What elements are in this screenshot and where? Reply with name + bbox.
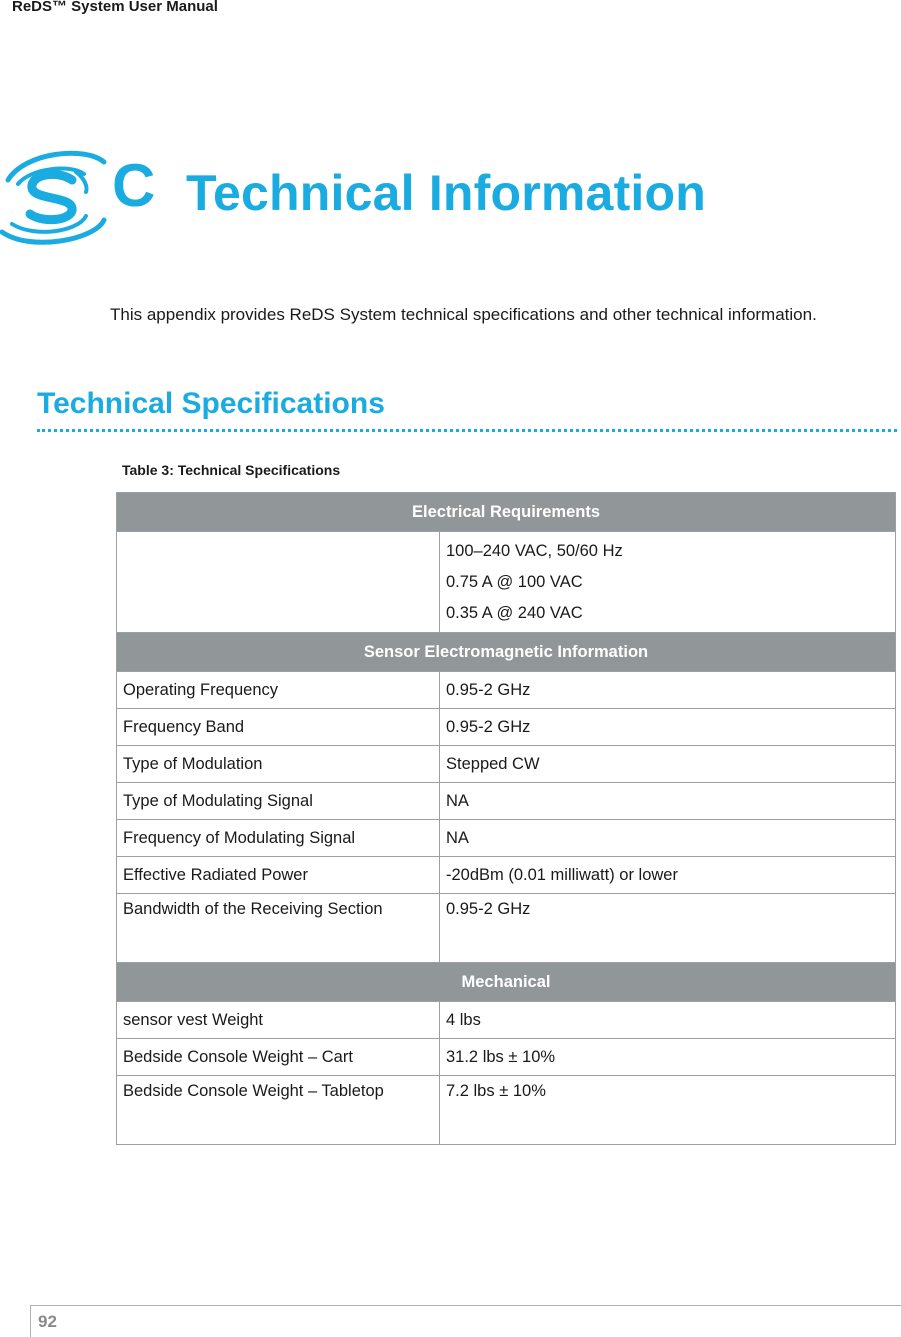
table-row bbox=[117, 820, 896, 857]
electrical-requirements-heading: Electrical Requirements bbox=[117, 493, 896, 532]
spec-value: NA bbox=[440, 783, 896, 820]
section-title: Technical Specifications bbox=[37, 387, 385, 420]
spec-value bbox=[440, 532, 896, 633]
footer-divider bbox=[30, 1305, 901, 1306]
table-caption: Table 3: Technical Specifications bbox=[122, 462, 341, 478]
table-section-header bbox=[117, 493, 896, 532]
spec-value: NA bbox=[440, 820, 896, 857]
intro-paragraph: This appendix provides ReDS System technical specifications and other technical information. bbox=[110, 305, 817, 324]
spec-label: Frequency of Modulating Signal bbox=[117, 820, 440, 857]
table-row bbox=[117, 1002, 896, 1039]
spec-label: Frequency Band bbox=[117, 709, 440, 746]
spec-value: 0.95-2 GHz bbox=[440, 894, 896, 963]
spec-value: 0.95-2 GHz bbox=[440, 672, 896, 709]
footer-divider-vertical bbox=[30, 1305, 31, 1337]
table-row bbox=[117, 894, 896, 963]
spec-value: Stepped CW bbox=[440, 746, 896, 783]
chapter-title: Technical Information bbox=[186, 165, 706, 221]
chapter-letter: C bbox=[112, 152, 156, 219]
reds-logo-icon bbox=[0, 140, 110, 250]
spec-label: Bedside Console Weight – Tabletop bbox=[117, 1076, 440, 1145]
sensor-information-heading: Sensor Electromagnetic Information bbox=[117, 633, 896, 672]
table-row bbox=[117, 783, 896, 820]
electrical-line: 0.35 A @ 240 VAC bbox=[446, 603, 583, 622]
table-row bbox=[117, 532, 896, 633]
table-row bbox=[117, 709, 896, 746]
spec-label: Bedside Console Weight – Cart bbox=[117, 1039, 440, 1076]
spec-label: Type of Modulation bbox=[117, 746, 440, 783]
spec-label: Type of Modulating Signal bbox=[117, 783, 440, 820]
table-row bbox=[117, 1076, 896, 1145]
table-row bbox=[117, 857, 896, 894]
running-header: ReDS™ System User Manual bbox=[12, 0, 218, 15]
technical-specifications-table bbox=[116, 492, 896, 1145]
spec-label: Bandwidth of the Receiving Section bbox=[117, 894, 440, 963]
electrical-line: 0.75 A @ 100 VAC bbox=[446, 572, 583, 591]
spec-value: 0.95-2 GHz bbox=[440, 709, 896, 746]
table-row bbox=[117, 672, 896, 709]
table-row bbox=[117, 746, 896, 783]
spec-label bbox=[117, 532, 440, 633]
spec-label: sensor vest Weight bbox=[117, 1002, 440, 1039]
spec-label: Effective Radiated Power bbox=[117, 857, 440, 894]
page-number: 92 bbox=[38, 1312, 57, 1331]
table-section-header bbox=[117, 963, 896, 1002]
table-section-header bbox=[117, 633, 896, 672]
table-row bbox=[117, 1039, 896, 1076]
electrical-line: 100–240 VAC, 50/60 Hz bbox=[446, 541, 623, 560]
spec-label: Operating Frequency bbox=[117, 672, 440, 709]
spec-value: 7.2 lbs ± 10% bbox=[440, 1076, 896, 1145]
spec-value: -20dBm (0.01 milliwatt) or lower bbox=[440, 857, 896, 894]
spec-value: 31.2 lbs ± 10% bbox=[440, 1039, 896, 1076]
spec-value: 4 lbs bbox=[440, 1002, 896, 1039]
section-divider bbox=[37, 429, 897, 432]
mechanical-heading: Mechanical bbox=[117, 963, 896, 1002]
